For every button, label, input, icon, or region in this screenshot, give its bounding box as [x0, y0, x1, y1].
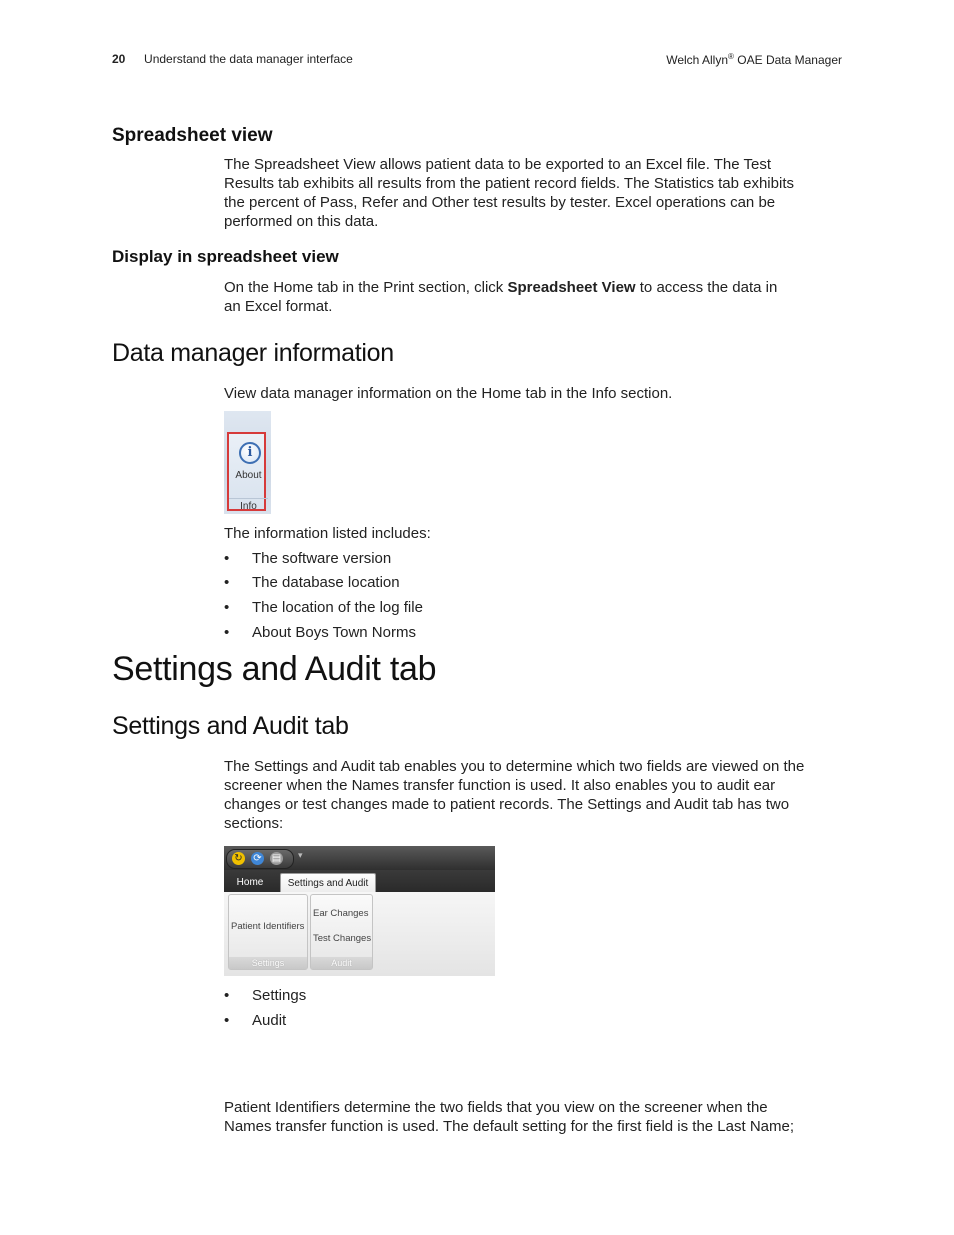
info-list-intro: The information listed includes:: [224, 525, 431, 542]
settings-audit-paragraph: [224, 757, 804, 833]
display-spreadsheet-paragraph: [224, 278, 777, 316]
heading-spreadsheet-view: Spreadsheet view: [112, 125, 273, 146]
bullet-icon: •: [224, 987, 230, 1004]
heading-settings-audit: Settings and Audit tab: [112, 712, 349, 740]
spreadsheet-view-command: Spreadsheet View: [507, 279, 636, 296]
text-line: the percent of Pass, Refer and Other test results by tester. Excel operations can be: [224, 194, 776, 211]
patient-identifiers-paragraph: [224, 1098, 794, 1136]
settings-group-label: Settings: [229, 957, 307, 969]
text-line: changes or test changes made to patient records. The Settings and Audit tab has two: [224, 796, 790, 813]
heading-data-manager-information: Data manager information: [112, 339, 394, 367]
audit-group-label: Audit: [311, 957, 372, 969]
ribbon-title-bar: [224, 846, 495, 870]
text-line: performed on this data.: [224, 213, 379, 230]
info-group-label: Info: [229, 498, 268, 512]
tab-home: Home: [236, 877, 264, 888]
data-manager-intro: View data manager information on the Home tab in the Info section.: [224, 385, 673, 402]
chapter-title-settings-audit: Settings and Audit tab: [112, 650, 437, 688]
quick-access-toolbar: [226, 849, 294, 869]
qat-dropdown-icon: ▾: [298, 850, 303, 860]
chapter-name: Understand the data manager interface: [144, 52, 353, 66]
registered-mark: ®: [728, 52, 734, 61]
list-item-text: Audit: [252, 1012, 287, 1029]
text-line: screener when the Names transfer function is used. It also enables you to audit ear: [224, 777, 776, 794]
sync-icon: ⟳: [251, 852, 264, 865]
list-item: [224, 986, 306, 1005]
text-line: Patient Identifiers determine the two fields that you view on the screener when the: [224, 1099, 768, 1116]
about-button-highlight: [227, 432, 266, 511]
heading-display-spreadsheet: Display in spreadsheet view: [112, 247, 339, 266]
ribbon-tab-strip: [224, 870, 495, 892]
test-changes-button: Test Changes: [313, 933, 372, 944]
page-header-left: [112, 52, 353, 66]
print-icon: ▤: [271, 853, 282, 864]
list-item-text: The database location: [252, 574, 400, 591]
ear-changes-button: Ear Changes: [313, 908, 369, 919]
list-item: [224, 549, 391, 568]
text-line: sections:: [224, 815, 284, 832]
bullet-icon: •: [224, 624, 230, 641]
text-line: an Excel format.: [224, 298, 333, 315]
info-icon: i: [239, 442, 261, 464]
text-line: Results tab exhibits all results from the patient record fields. The Statistics tab exhibits: [224, 175, 794, 192]
info-ribbon-screenshot: [224, 411, 271, 514]
list-item-text: Settings: [252, 987, 307, 1004]
bullet-icon: •: [224, 550, 230, 567]
product-name: OAE Data Manager: [737, 53, 842, 67]
list-item: [224, 623, 416, 642]
settings-group: [228, 894, 308, 970]
text-line: The Settings and Audit tab enables you to determine which two fields are viewed on the: [224, 758, 805, 775]
list-item-text: About Boys Town Norms: [252, 624, 416, 641]
list-item: [224, 573, 400, 592]
bullet-icon: •: [224, 574, 230, 591]
text-line: [224, 278, 777, 297]
brand-name: Welch Allyn: [666, 53, 729, 67]
page-header-right: [666, 52, 842, 67]
list-item-text: The software version: [252, 550, 392, 567]
ribbon-body: [224, 892, 495, 976]
list-item: [224, 1011, 286, 1030]
audit-group: [310, 894, 373, 970]
bullet-icon: •: [224, 1012, 230, 1029]
text-span: to access the data in: [635, 279, 778, 296]
tab-settings-and-audit: Settings and Audit: [280, 873, 376, 893]
refresh-icon: ↻: [232, 852, 245, 865]
text-line: Names transfer function is used. The default setting for the first field is the Last Name;: [224, 1118, 794, 1135]
patient-identifiers-button: Patient Identifiers: [231, 921, 305, 932]
text-line: The Spreadsheet View allows patient data to be exported to an Excel file. The Test: [224, 156, 772, 173]
list-item: [224, 598, 423, 617]
list-item-text: The location of the log file: [252, 599, 423, 616]
bullet-icon: •: [224, 599, 230, 616]
about-button-label: About: [235, 470, 262, 481]
text-span: On the Home tab in the Print section, click: [224, 279, 508, 296]
settings-audit-ribbon-screenshot: [224, 846, 495, 976]
page-number: 20: [112, 52, 126, 66]
spreadsheet-view-paragraph: [224, 155, 794, 231]
